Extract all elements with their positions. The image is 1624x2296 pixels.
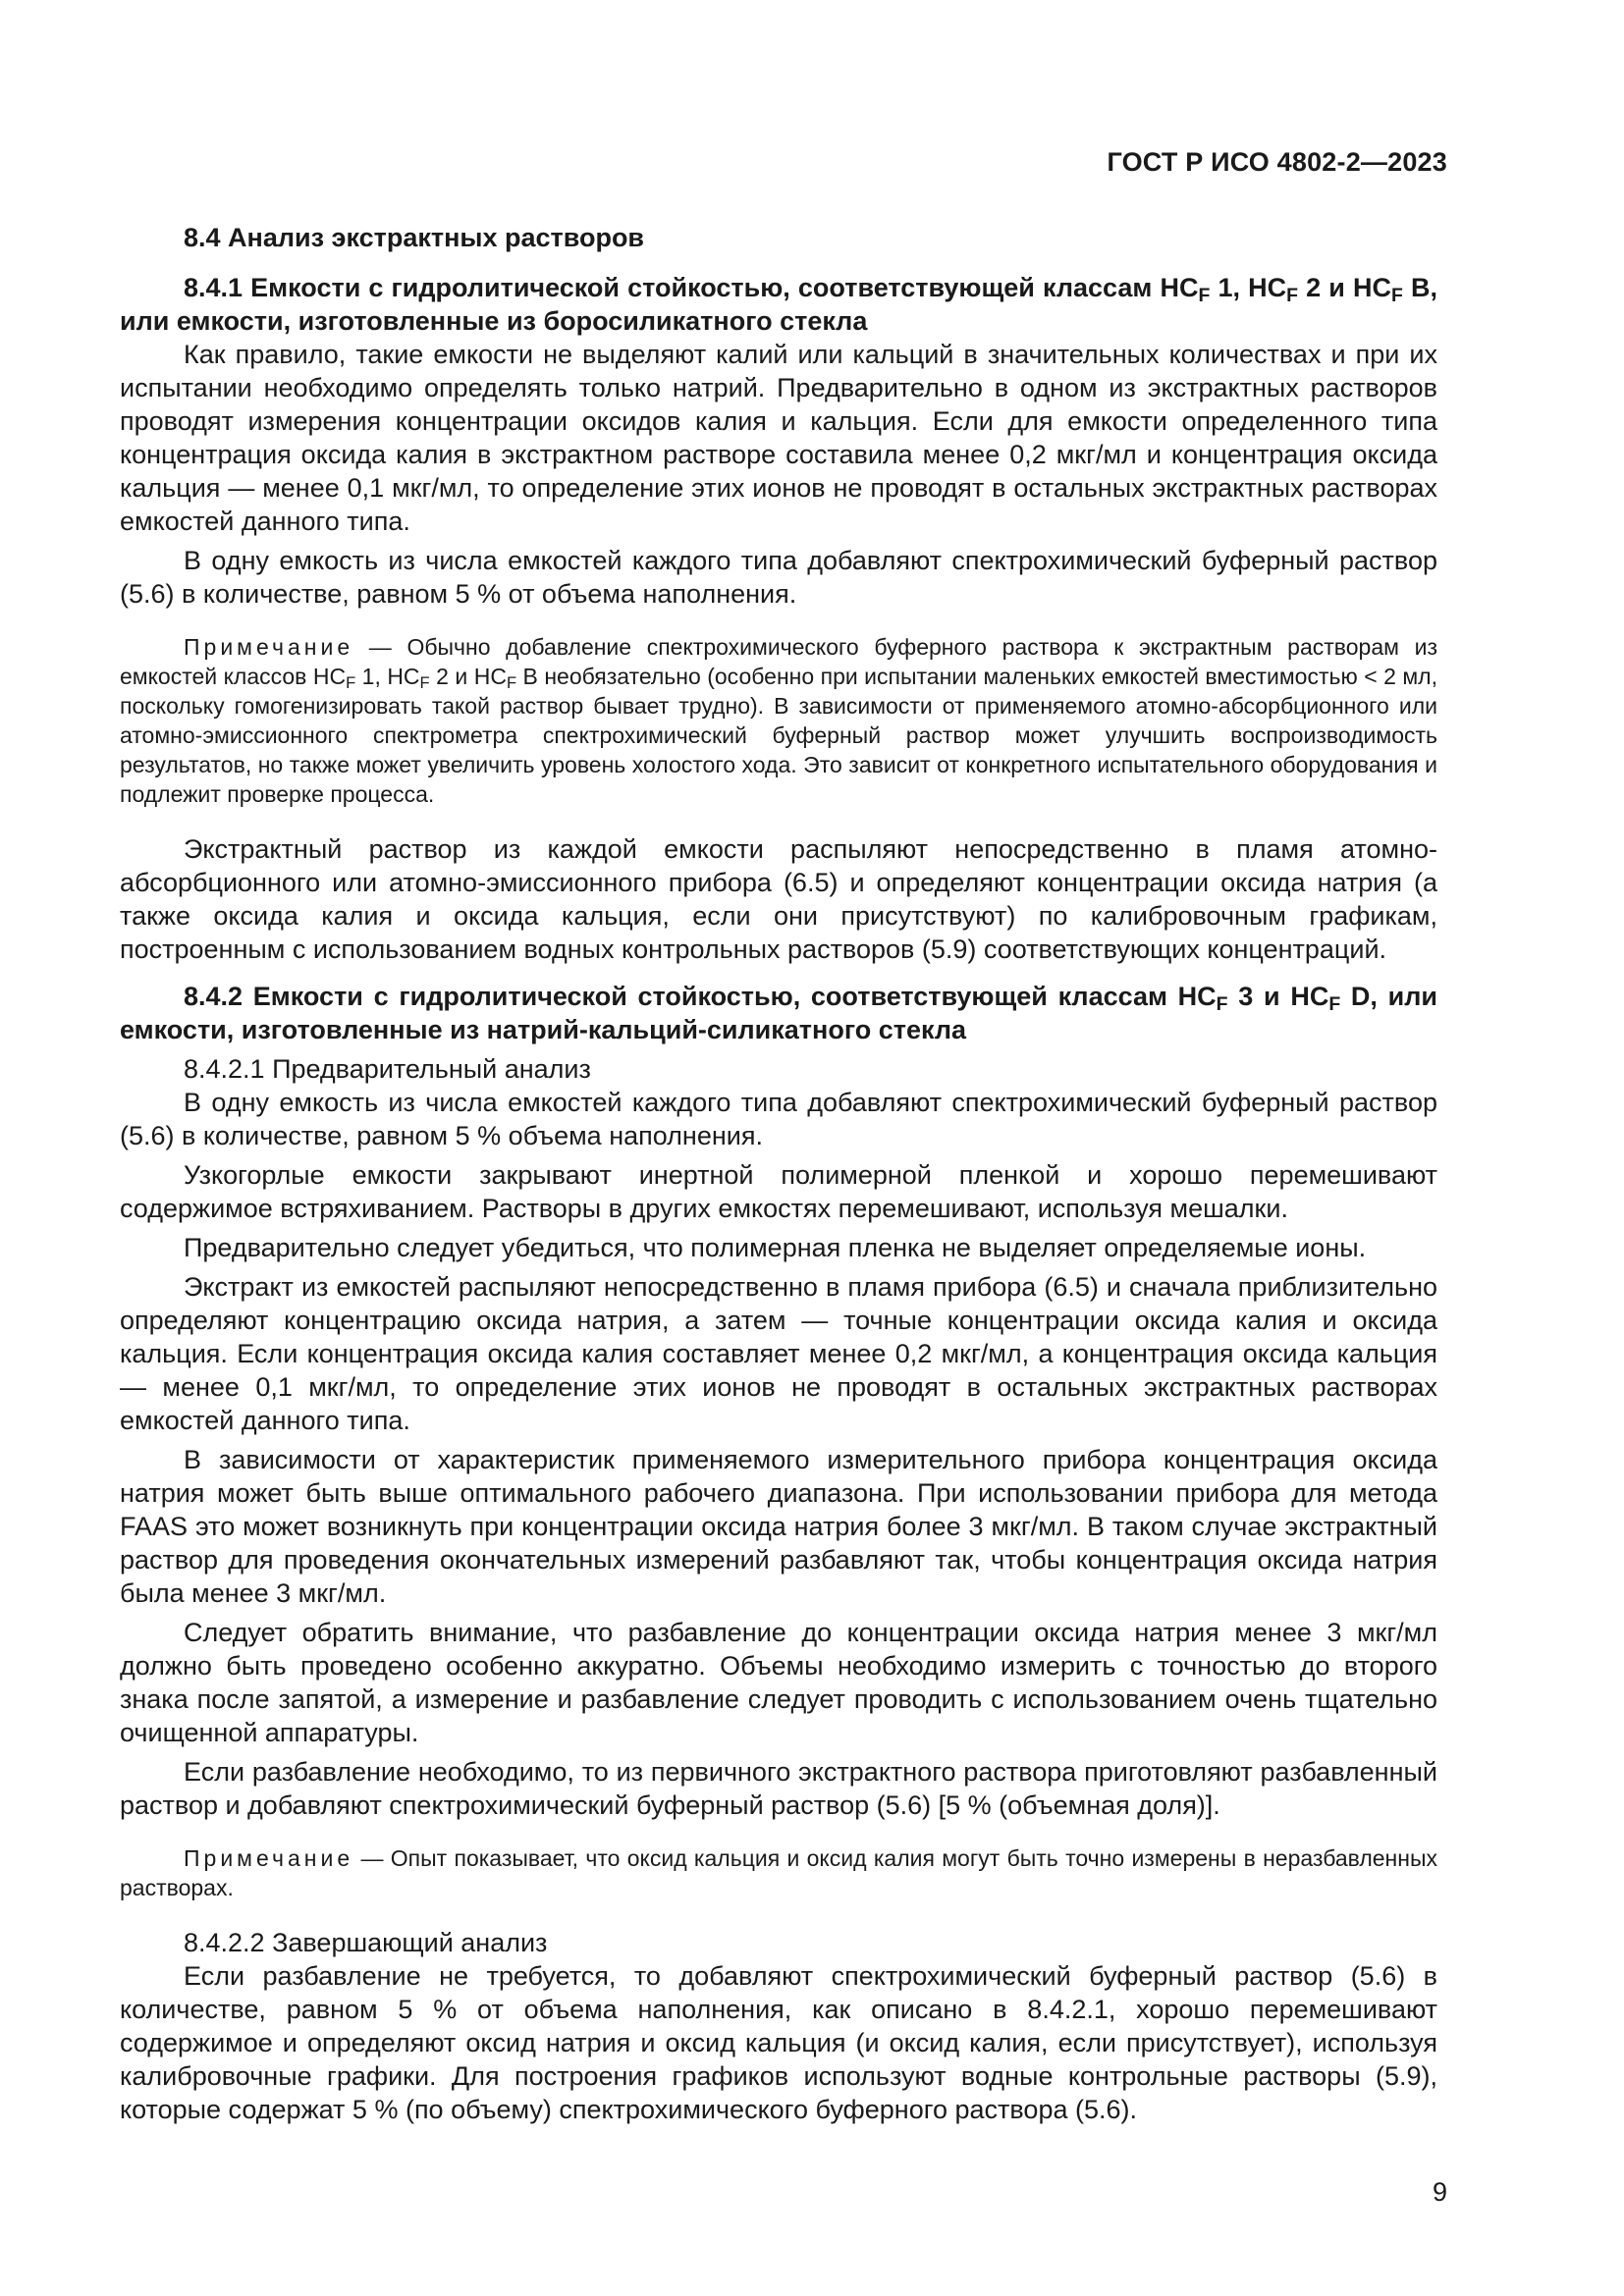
paragraph: В одну емкость из числа емкостей каждого типа добавляют спектрохимический буферный раствор (5.6) в количестве, равном 5 % объема наполнения. xyxy=(120,1088,1437,1150)
note-text: — Опыт показывает, что оксид кальция и оксид калия могут быть точно измерены в неразбавленных растворах. xyxy=(120,1845,1437,1900)
subscript-f: F xyxy=(506,673,517,693)
document-header: ГОСТ Р ИСО 4802-2—2023 xyxy=(1107,147,1447,177)
section-8-4-2-heading xyxy=(120,980,1437,1046)
note-text: B необязательно (особенно при испытании маленьких емкостей вместимостью < 2 мл, поскольку гомогенизировать такой раствор бывает трудно). В зависимости от применяемого атомно-абсорбционного или атомно-эмиссионного спектрометра спектрохимический буферный раствор может улучшить воспроизводимость результатов, но также может увеличить уровень холостого хода. Это зависит от конкретного испытательного оборудования и подлежит проверке процесса. xyxy=(120,664,1437,807)
paragraph: Узкогорлые емкости закрывают инертной полимерной пленкой и хорошо перемешивают содержимое встряхиванием. Растворы в других емкостях перемешивают, используя мешалки. xyxy=(120,1160,1437,1223)
subscript-f: F xyxy=(1286,284,1298,306)
subscript-f: F xyxy=(1390,284,1403,306)
paragraph: В зависимости от характеристик применяемого измерительного прибора концентрация оксида натрия может быть выше оптимального рабочего диапазона. При использовании прибора для метода FAAS это может возникнуть при концентрации оксида натрия более 3 мкг/мл. В таком случае экстрактный раствор для проведения окончательных измерений разбавляют так, чтобы концентрация оксида натрия была менее 3 мкг/мл. xyxy=(120,1445,1437,1608)
subscript-f: F xyxy=(419,673,430,693)
paragraph: Предварительно следует убедиться, что полимерная пленка не выделяет определяемые ионы. xyxy=(184,1233,1367,1262)
page-number: 9 xyxy=(1432,2177,1447,2207)
heading-text: 1, HC xyxy=(1210,273,1287,302)
subscript-f: F xyxy=(1216,992,1228,1015)
note-label: Примечание xyxy=(184,634,354,660)
note-text: — Обычно добавление спектрохимического буферного раствора к экстрактным растворам из емкостей классов HC xyxy=(120,634,1437,689)
section-8-4-1-heading xyxy=(120,271,1437,338)
heading-text: 8.4.1 Емкости с гидролитической стойкостью, соответствующей классам HC xyxy=(184,273,1199,302)
note xyxy=(120,1843,1437,1902)
paragraph: В одну емкость из числа емкостей каждого типа добавляют спектрохимический буферный раствор (5.6) в количестве, равном 5 % от объема наполнения. xyxy=(120,546,1437,609)
section-8-4-2-2-heading: 8.4.2.2 Завершающий анализ xyxy=(184,1928,548,1957)
heading-text: B, или емкости, изготовленные из боросиликатного стекла xyxy=(120,273,1437,336)
heading-text: 3 и HC xyxy=(1227,982,1329,1011)
heading-text: 8.4.2 Емкости с гидролитической стойкостью, соответствующей классам HC xyxy=(184,982,1217,1011)
section-8-4-heading: 8.4 Анализ экстрактных растворов xyxy=(184,223,645,252)
note-text: 1, HC xyxy=(355,664,420,689)
document-body xyxy=(120,218,1437,2126)
note-label: Примечание xyxy=(184,1845,354,1871)
paragraph: Экстракт из емкостей распыляют непосредственно в пламя прибора (6.5) и сначала приблизительно определяют концентрацию оксида натрия, а затем — точные концентрации оксида калия и оксида кальция. Если концентрация оксида калия составляет менее 0,2 мкг/мл, а концентрация оксида кальция — менее 0,1 мкг/мл, то определение этих ионов не проводят в остальных экстрактных растворах емкостей данного типа. xyxy=(120,1272,1437,1435)
paragraph: Как правило, такие емкости не выделяют калий или кальций в значительных количествах и при их испытании необходимо определять только натрий. Предварительно в одном из экстрактных растворов проводят измерения концентрации оксидов калия и кальция. Если для емкости определенного типа концентрация оксида калия в экстрактном растворе составила менее 0,2 мкг/мл и концентрация оксида кальция — менее 0,1 мкг/мл, то определение этих ионов не проводят в остальных экстрактных растворах емкостей данного типа. xyxy=(120,340,1437,536)
heading-text: D, или емкости, изготовленные из натрий-кальций-силикатного стекла xyxy=(120,982,1437,1044)
paragraph: Если разбавление не требуется, то добавляют спектрохимический буферный раствор (5.6) в количестве, равном 5 % от объема наполнения, как описано в 8.4.2.1, хорошо перемешивают содержимое и определяют оксид натрия и оксид кальция (и оксид калия, если присутствует), используя калибровочные графики. Для построения графиков используют водные контрольные растворы (5.9), которые содержат 5 % (по объему) спектрохимического буферного раствора (5.6). xyxy=(120,1961,1437,2124)
heading-text: 2 и HC xyxy=(1298,273,1391,302)
paragraph: Экстрактный раствор из каждой емкости распыляют непосредственно в пламя атомно-абсорбционного или атомно-эмиссионного прибора (6.5) и определяют концентрации оксида натрия (а также оксида калия и оксида кальция, если они присутствуют) по калибровочным графикам, построенным с использованием водных контрольных растворов (5.9) соответствующих концентраций. xyxy=(120,834,1437,964)
subscript-f: F xyxy=(346,673,356,693)
subscript-f: F xyxy=(1328,992,1341,1015)
subscript-f: F xyxy=(1198,284,1211,306)
section-8-4-2-1-heading: 8.4.2.1 Предварительный анализ xyxy=(184,1054,591,1084)
paragraph: Следует обратить внимание, что разбавление до концентрации оксида натрия менее 3 мкг/мл должно быть проведено особенно аккуратно. Объемы необходимо измерить с точностью до второго знака после запятой, а измерение и разбавление следует проводить с использованием очень тщательно очищенной аппаратуры. xyxy=(120,1618,1437,1747)
note xyxy=(120,632,1437,809)
note-text: 2 и HC xyxy=(429,664,507,689)
paragraph: Если разбавление необходимо, то из первичного экстрактного раствора приготовляют разбавленный раствор и добавляют спектрохимический буферный раствор (5.6) [5 % (объемная доля)]. xyxy=(120,1757,1437,1820)
